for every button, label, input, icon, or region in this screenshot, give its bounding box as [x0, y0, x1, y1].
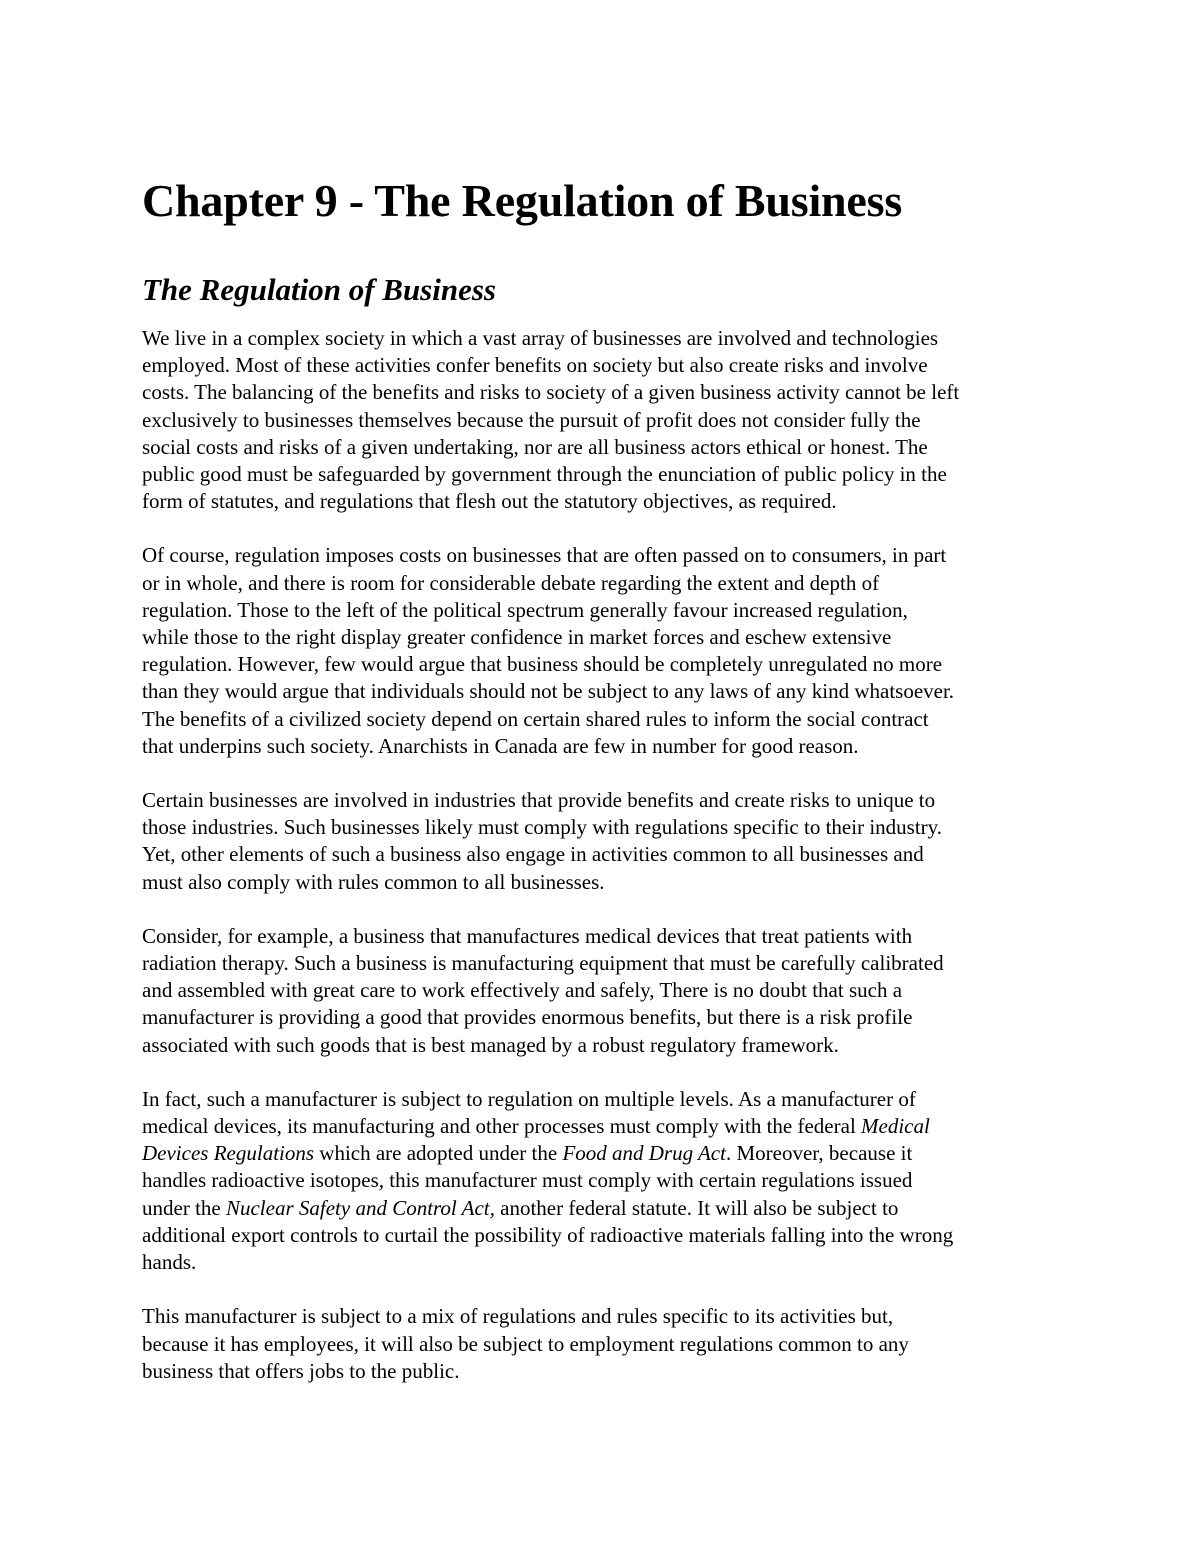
text-line: regulation. However, few would argue that business should be completely unregulated no more — [142, 652, 943, 677]
text-line: hands. — [142, 1250, 197, 1275]
text-run: medical devices, its manufacturing and other processes must comply with the federal — [142, 1114, 862, 1139]
text-line: social costs and risks of a given undertaking, nor are all business actors ethical or honest. The — [142, 434, 928, 459]
paragraph-6 — [142, 1303, 1067, 1385]
text-line: that underpins such society. Anarchists in Canada are few in number for good reason. — [142, 733, 859, 758]
paragraph-1 — [142, 325, 1067, 515]
text-line — [142, 1113, 1067, 1140]
chapter-title: Chapter 9 - The Regulation of Business — [142, 175, 903, 226]
text-line: This manufacturer is subject to a mix of regulations and rules specific to its activities but, — [142, 1304, 894, 1329]
paragraph-2 — [142, 542, 1067, 760]
text-line: handles radioactive isotopes, this manufacturer must comply with certain regulations issued — [142, 1168, 913, 1193]
paragraph-4 — [142, 923, 1067, 1059]
text-line: business that offers jobs to the public. — [142, 1358, 460, 1383]
text-line: employed. Most of these activities confer benefits on society but also create risks and involve — [142, 353, 928, 378]
text-line: The benefits of a civilized society depend on certain shared rules to inform the social contract — [142, 706, 929, 731]
text-line — [142, 1140, 1067, 1167]
text-line: manufacturer is providing a good that provides enormous benefits, but there is a risk profile — [142, 1005, 913, 1030]
text-line: Yet, other elements of such a business also engage in activities common to all businesses and — [142, 842, 924, 867]
text-line: than they would argue that individuals should not be subject to any laws of any kind whatsoever. — [142, 679, 955, 704]
text-line — [142, 1195, 1067, 1222]
text-line: costs. The balancing of the benefits and risks to society of a given business activity cannot be left — [142, 380, 960, 405]
text-line: while those to the right display greater confidence in market forces and eschew extensive — [142, 625, 892, 650]
text-line: and assembled with great care to work effectively and safely, There is no doubt that such a — [142, 978, 903, 1003]
paragraph-3 — [142, 787, 1067, 896]
text-line: additional export controls to curtail the possibility of radioactive materials falling into the wrong — [142, 1222, 954, 1247]
text-line: Consider, for example, a business that manufactures medical devices that treat patients with — [142, 923, 913, 948]
text-line: must also comply with rules common to all businesses. — [142, 869, 605, 894]
text-line: Certain businesses are involved in industries that provide benefits and create risks to unique to — [142, 788, 936, 813]
text-run: under the — [142, 1195, 226, 1220]
document-body — [142, 172, 1067, 1385]
text-line: regulation. Those to the left of the political spectrum generally favour increased regulation, — [142, 597, 908, 622]
statute-title-italic: Devices Regulations — [142, 1141, 315, 1166]
text-line: associated with such goods that is best managed by a robust regulatory framework. — [142, 1032, 839, 1057]
statute-title-italic: Nuclear Safety and Control Act, — [225, 1195, 495, 1220]
text-run: another federal statute. It will also be subject to — [494, 1195, 899, 1220]
text-line: We live in a complex society in which a vast array of businesses are involved and technologies — [142, 326, 939, 350]
text-run: . Moreover, because it — [725, 1141, 913, 1166]
paragraph-5 — [142, 1086, 1067, 1276]
text-line: Of course, regulation imposes costs on businesses that are often passed on to consumers, in part — [142, 543, 947, 568]
text-line: or in whole, and there is room for considerable debate regarding the extent and depth of — [142, 570, 880, 595]
text-line: radiation therapy. Such a business is manufacturing equipment that must be carefully calibrated — [142, 951, 944, 976]
statute-title-italic: Medical — [861, 1114, 930, 1139]
text-line: In fact, such a manufacturer is subject to regulation on multiple levels. As a manufacturer of — [142, 1086, 916, 1111]
text-run: which are adopted under the — [314, 1141, 563, 1166]
text-line: exclusively to businesses themselves because the pursuit of profit does not consider fully the — [142, 407, 921, 432]
statute-title-italic: Food and Drug Act — [562, 1141, 726, 1166]
text-line: public good must be safeguarded by government through the enunciation of public policy in the — [142, 462, 947, 487]
text-line: because it has employees, it will also be subject to employment regulations common to any — [142, 1331, 909, 1356]
text-line: form of statutes, and regulations that flesh out the statutory objectives, as required. — [142, 489, 837, 514]
section-heading: The Regulation of Business — [142, 272, 496, 307]
text-line: those industries. Such businesses likely must comply with regulations specific to their industry. — [142, 815, 943, 840]
